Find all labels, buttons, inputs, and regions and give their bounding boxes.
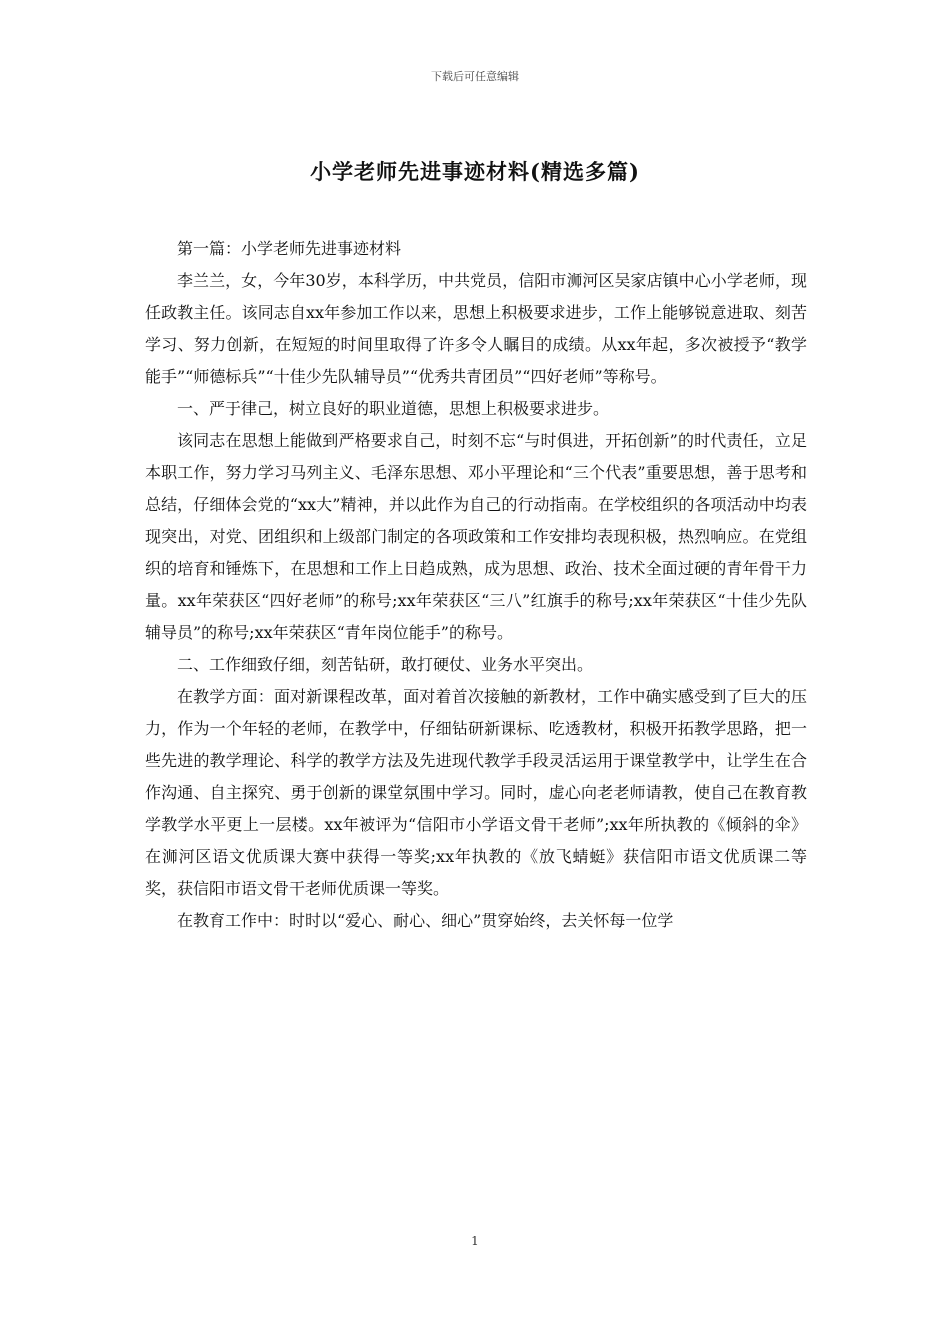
paragraph: 李兰兰，女，今年30岁，本科学历，中共党员，信阳市浉河区吴家店镇中心小学老师，现任政教主任。该同志自xx年参加工作以来，思想上积极要求进步，工作上能够锐意进取、刻苦学习、努力创新，在短短的时间里取得了许多令人瞩目的成绩。从xx年起，多次被授予“教学能手”“师德标兵”“十佳少先队辅导员”“优秀共青团员”“四好老师”等称号。 bbox=[145, 271, 807, 386]
paragraph: 在教学方面：面对新课程改革，面对着首次接触的新教材，工作中确实感受到了巨大的压力，作为一个年轻的老师，在教学中，仔细钻研新课标、吃透教材，积极开拓教学思路，把一些先进的教学理论、科学的教学方法及先进现代教学手段灵活运用于课堂教学中，让学生在合作沟通、自主探究、勇于创新的课堂氛围中学习。同时，虚心向老老师请教，使自己在教育教学教学水平更上一层楼。xx年被评为“信阳市小学语文骨干老师”;xx年所执教的《倾斜的伞》在浉河区语文优质课大赛中获得一等奖;xx年执教的《放飞蜻蜓》获信阳市语文优质课二等奖，获信阳市语文骨干老师优质课一等奖。 bbox=[145, 687, 807, 898]
document-title: 小学老师先进事迹材料(精选多篇) bbox=[310, 159, 640, 184]
document-body bbox=[145, 233, 807, 937]
paragraph: 二、工作细致仔细，刻苦钻研，敢打硬仗、业务水平突出。 bbox=[177, 655, 594, 674]
paragraph: 该同志在思想上能做到严格要求自己，时刻不忘“与时俱进，开拓创新”的时代责任，立足本职工作，努力学习马列主义、毛泽东思想、邓小平理论和“三个代表”重要思想，善于思考和总结，仔细体会党的“xx大”精神，并以此作为自己的行动指南。在学校组织的各项活动中均表现突出，对党、团组织和上级部门制定的各项政策和工作安排均表现积极，热烈响应。在党组织的培育和锤炼下，在思想和工作上日趋成熟，成为思想、政治、技术全面过硬的青年骨干力量。xx年荣获区“四好老师”的称号;xx年荣获区“三八”红旗手的称号;xx年荣获区“十佳少先队辅导员”的称号;xx年荣获区“青年岗位能手”的称号。 bbox=[145, 431, 807, 642]
paragraph: 一、严于律己，树立良好的职业道德，思想上积极要求进步。 bbox=[177, 399, 610, 418]
page-number: 1 bbox=[471, 1234, 479, 1248]
paragraph: 在教育工作中：时时以“爱心、耐心、细心”贯穿始终，去关怀每一位学 bbox=[177, 911, 674, 930]
page-header: 下载后可任意编辑 bbox=[431, 70, 519, 83]
section-heading: 第一篇：小学老师先进事迹材料 bbox=[177, 239, 402, 258]
